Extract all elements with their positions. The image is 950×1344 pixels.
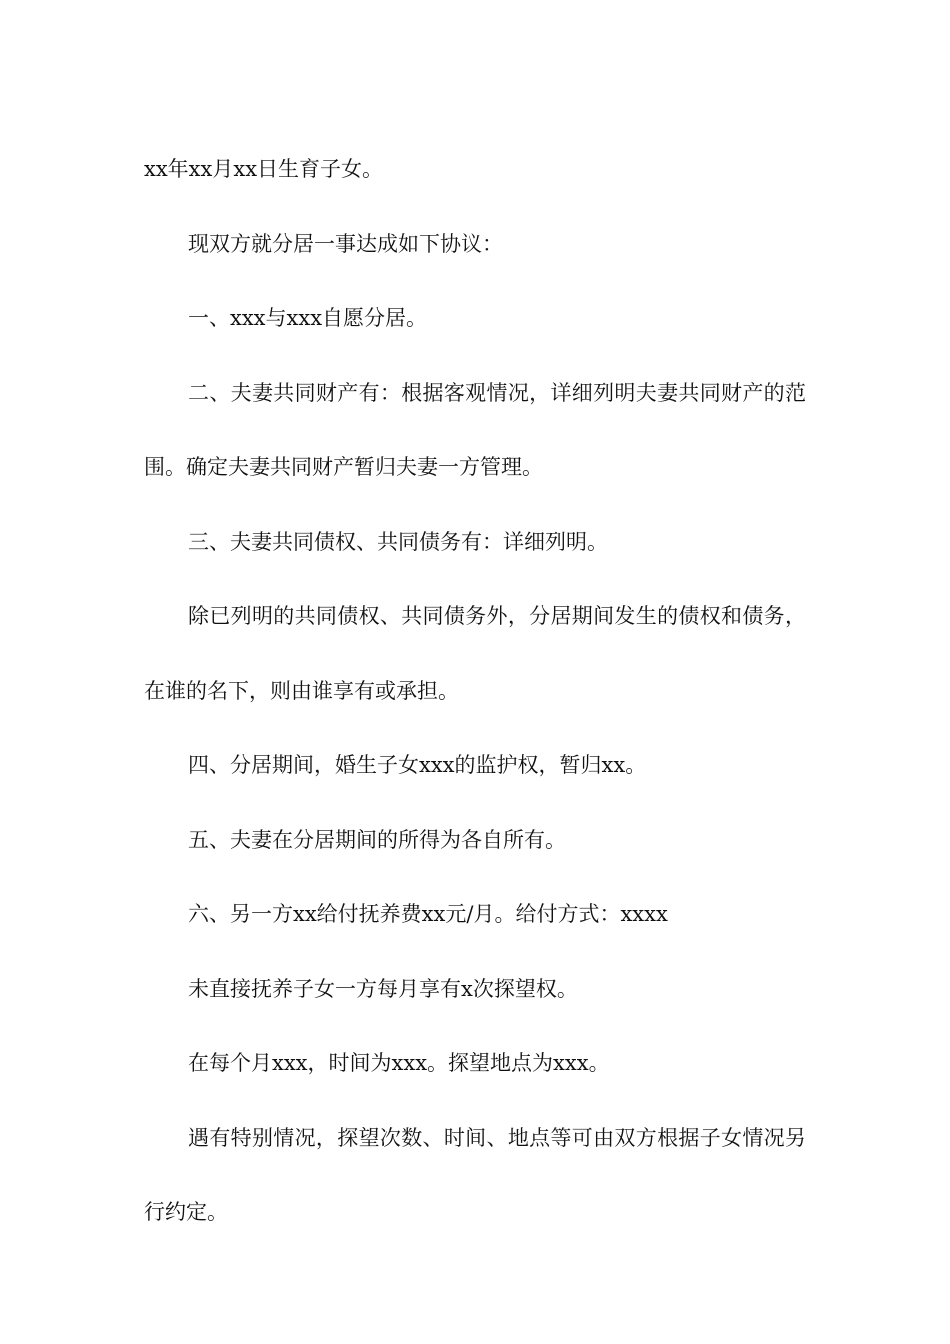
paragraph-clause-4: 四、分居期间，婚生子女xxx的监护权，暂归xx。 <box>188 753 647 777</box>
paragraph-clause-1: 一、xxx与xxx自愿分居。 <box>188 306 428 330</box>
document-body <box>144 132 806 1250</box>
paragraph-special-circumstances: 遇有特别情况，探望次数、时间、地点等可由双方根据子女情况另行约定。 <box>144 1125 806 1224</box>
paragraph-agreement-intro: 现双方就分居一事达成如下协议： <box>188 231 503 256</box>
paragraph-clause-3-detail: 除已列明的共同债权、共同债务外，分居期间发生的债权和债务，在谁的名下，则由谁享有或承担。 <box>144 604 806 703</box>
paragraph-birth-date: xx年xx月xx日生育子女。 <box>144 157 384 181</box>
paragraph-clause-5: 五、夫妻在分居期间的所得为各自所有。 <box>188 827 566 852</box>
paragraph-clause-3: 三、夫妻共同债权、共同债务有：详细列明。 <box>188 529 608 554</box>
paragraph-clause-2: 二、夫妻共同财产有：根据客观情况，详细列明夫妻共同财产的范围。确定夫妻共同财产暂归夫妻一方管理。 <box>144 380 806 479</box>
paragraph-clause-6: 六、另一方xx给付抚养费xx元/月。给付方式：xxxx <box>188 902 668 926</box>
paragraph-visitation-schedule: 在每个月xxx，时间为xxx。探望地点为xxx。 <box>188 1051 610 1075</box>
paragraph-visitation-rights: 未直接抚养子女一方每月享有x次探望权。 <box>188 976 578 1001</box>
